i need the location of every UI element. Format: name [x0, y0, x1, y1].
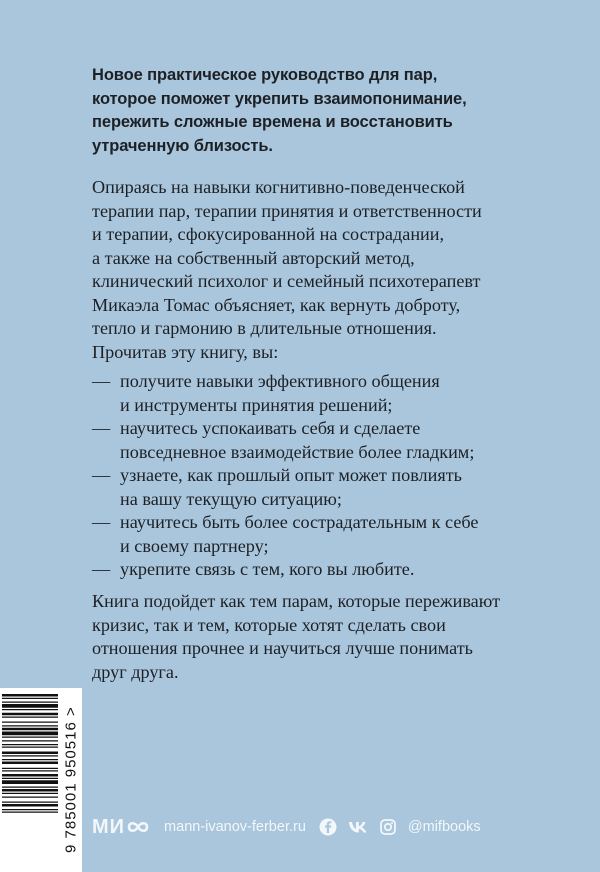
- barcode-bar: [2, 702, 58, 703]
- barcode-bar: [2, 740, 58, 741]
- closing-line: кризис, так и тем, которые хотят сделать свои: [92, 614, 446, 635]
- facebook-icon[interactable]: [318, 817, 338, 837]
- barcode-bar: [2, 804, 58, 807]
- list-item-line: и своему партнеру;: [120, 535, 269, 556]
- lead-line: которое поможет укрепить взаимопонимание,: [92, 89, 467, 108]
- logo-text: МИ: [92, 815, 126, 838]
- body-line: тепло и гармонию в длительные отношения.: [92, 318, 437, 338]
- isbn-digits: 9 785001 950516 >: [62, 706, 80, 854]
- barcode-bar: [2, 728, 58, 731]
- barcode-bar: [2, 802, 58, 803]
- body-line: и терапии, сфокусированной на сострадании,: [92, 224, 445, 244]
- barcode-bar: [2, 809, 58, 810]
- barcode-bar: [2, 774, 58, 777]
- list-item: [92, 558, 572, 582]
- list-item-line: на вашу текущую ситуацию;: [120, 488, 342, 509]
- closing-line: Книга подойдет как тем парам, которые переживают: [92, 591, 501, 611]
- barcode-bar: [2, 770, 58, 771]
- list-dash: —: [92, 418, 111, 438]
- barcode-bar: [2, 793, 58, 794]
- description-paragraph: [92, 176, 572, 364]
- barcode-bar: [2, 694, 58, 697]
- list-item-line: научитесь успокаивать себя и сделаете: [120, 418, 421, 438]
- barcode-bar: [2, 752, 58, 755]
- list-item: [92, 370, 572, 417]
- barcode-bar: [2, 789, 58, 792]
- list-dash: —: [92, 465, 111, 485]
- list-item-line: получите навыки эффективного общения: [120, 371, 440, 391]
- barcode-bar: [2, 713, 58, 716]
- instagram-icon[interactable]: [378, 817, 398, 837]
- barcode-bar: [2, 797, 58, 798]
- body-line: клинический психолог и семейный психотерапевт: [92, 271, 481, 291]
- publisher-logo: [92, 816, 150, 839]
- body-line: Опираясь на навыки когнитивно-поведенческой: [92, 177, 465, 197]
- benefits-list: [92, 370, 572, 582]
- lead-paragraph: [92, 64, 562, 158]
- social-handle[interactable]: @mifbooks: [407, 819, 481, 835]
- website-link[interactable]: mann-ivanov-ferber.ru: [164, 819, 306, 835]
- barcode-bar: [2, 732, 58, 736]
- list-item-line: научитесь быть более сострадательным к себе: [120, 512, 479, 532]
- lead-line: Новое практическое руководство для пар,: [92, 66, 438, 84]
- body-line: терапии пар, терапии принятия и ответственности: [92, 200, 482, 221]
- barcode-bar: [2, 725, 58, 726]
- closing-line: отношения прочнее и научиться лучше понимать: [92, 638, 473, 658]
- publisher-footer: [92, 815, 572, 839]
- barcode-bar: [2, 744, 58, 745]
- barcode-bar: [2, 755, 58, 756]
- list-item: [92, 511, 572, 558]
- barcode-bar: [2, 717, 58, 718]
- barcode-bar: [2, 722, 58, 723]
- list-dash: —: [92, 512, 111, 532]
- barcode-bar: [2, 812, 58, 813]
- lead-line: пережить сложные времена и восстановить: [92, 113, 453, 131]
- lead-line: утраченную близость.: [92, 136, 273, 155]
- list-item: [92, 417, 572, 464]
- barcode-bar: [2, 698, 58, 699]
- closing-line: друг друга.: [92, 661, 179, 682]
- body-line: Микаэла Томас объясняет, как вернуть доброту,: [92, 294, 461, 315]
- list-item-line: укрепите связь с тем, кого вы любите.: [120, 559, 415, 579]
- infinity-icon: [126, 819, 150, 835]
- body-line: Прочитав эту книгу, вы:: [92, 341, 279, 362]
- list-item-line: и инструменты принятия решений;: [120, 394, 393, 415]
- list-item: [92, 464, 572, 511]
- list-dash: —: [92, 559, 111, 579]
- barcode-bar: [2, 709, 58, 710]
- barcode-bars: [0, 688, 60, 872]
- list-item-line: узнаете, как прошлый опыт может повлиять: [120, 465, 462, 485]
- barcode-bar: [2, 768, 58, 769]
- list-item-line: повседневное взаимодействие более гладким;: [120, 441, 475, 462]
- barcode-bar: [2, 759, 58, 760]
- barcode-bar: [2, 787, 58, 788]
- barcode-bar: [2, 737, 58, 738]
- barcode-bar: [2, 778, 58, 779]
- barcode-bar: [2, 704, 58, 708]
- barcode-bar: [2, 762, 58, 765]
- body-line: а также на собственный авторский метод,: [92, 247, 415, 268]
- barcode-bar: [2, 780, 58, 784]
- vk-icon[interactable]: [348, 817, 368, 837]
- list-dash: —: [92, 371, 111, 391]
- closing-paragraph: [92, 590, 572, 684]
- barcode-bar: [2, 747, 58, 748]
